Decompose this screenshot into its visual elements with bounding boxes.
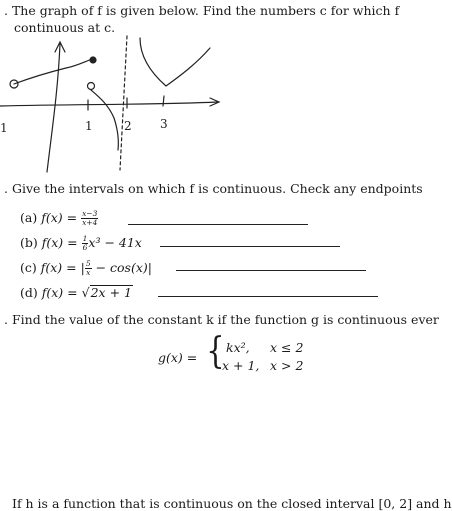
x-tick xyxy=(163,96,164,106)
answer-line-c xyxy=(176,270,366,271)
fraction: $\frac{5}{x}$ xyxy=(85,259,91,277)
asymptote xyxy=(120,36,127,170)
problem-3-text xyxy=(4,313,439,327)
x-axis xyxy=(0,102,218,106)
problem-2-number: . xyxy=(4,181,8,196)
sqrt-radicand: 2x + 1 xyxy=(90,285,132,300)
tick-label: 2 xyxy=(124,119,132,133)
item-b: (b) f(x) = $\frac{1}{6}$ x³ − 41x xyxy=(20,234,142,252)
piecewise-brace: { xyxy=(206,331,225,372)
tick-label: 1 xyxy=(85,119,93,133)
problem-3-number: . xyxy=(4,312,8,327)
problem-2-prompt: Give the intervals on which f is continuous. Check any endpoints xyxy=(11,181,423,196)
item-c: (c) f(x) = | $\frac{5}{x}$ − cos(x)| xyxy=(20,259,152,277)
curve-right xyxy=(140,38,210,86)
curve-left xyxy=(14,59,92,84)
tick-label: 3 xyxy=(160,117,168,131)
case-2: x + 1, x > 2 xyxy=(222,358,304,373)
fraction: $\frac{1}{6}$ xyxy=(82,234,88,252)
case-1: kx², x ≤ 2 xyxy=(226,340,304,355)
fraction: $\frac{x-3}{x+4}$ xyxy=(82,209,98,227)
problem-4-text: If h is a function that is continuous on the closed interval [0, 2] and h xyxy=(12,496,452,511)
problem-3-prompt: Find the value of the constant k if the function g is continuous ever xyxy=(11,312,439,327)
answer-line-b xyxy=(160,246,340,247)
answer-line-d xyxy=(158,296,378,297)
answer-line-a xyxy=(128,224,308,225)
filled-point xyxy=(90,57,96,63)
curve-mid xyxy=(91,90,118,150)
g-lhs: g(x) = xyxy=(158,350,198,365)
function-graph xyxy=(0,0,406,175)
problem-1-number: . xyxy=(4,3,8,18)
problem-1-line2: continuous at c. xyxy=(14,20,116,35)
open-circle-mid xyxy=(88,83,95,90)
problem-2-text xyxy=(4,182,423,196)
y-axis xyxy=(47,44,60,172)
tick-label: 1 xyxy=(0,121,8,135)
item-d: (d) f(x) = √2x + 1 xyxy=(20,285,132,300)
problem-1-line1: The graph of f is given below. Find the numbers c for which f xyxy=(11,3,400,18)
item-a: (a) f(x) = $\frac{x-3}{x+4}$ xyxy=(20,209,98,227)
